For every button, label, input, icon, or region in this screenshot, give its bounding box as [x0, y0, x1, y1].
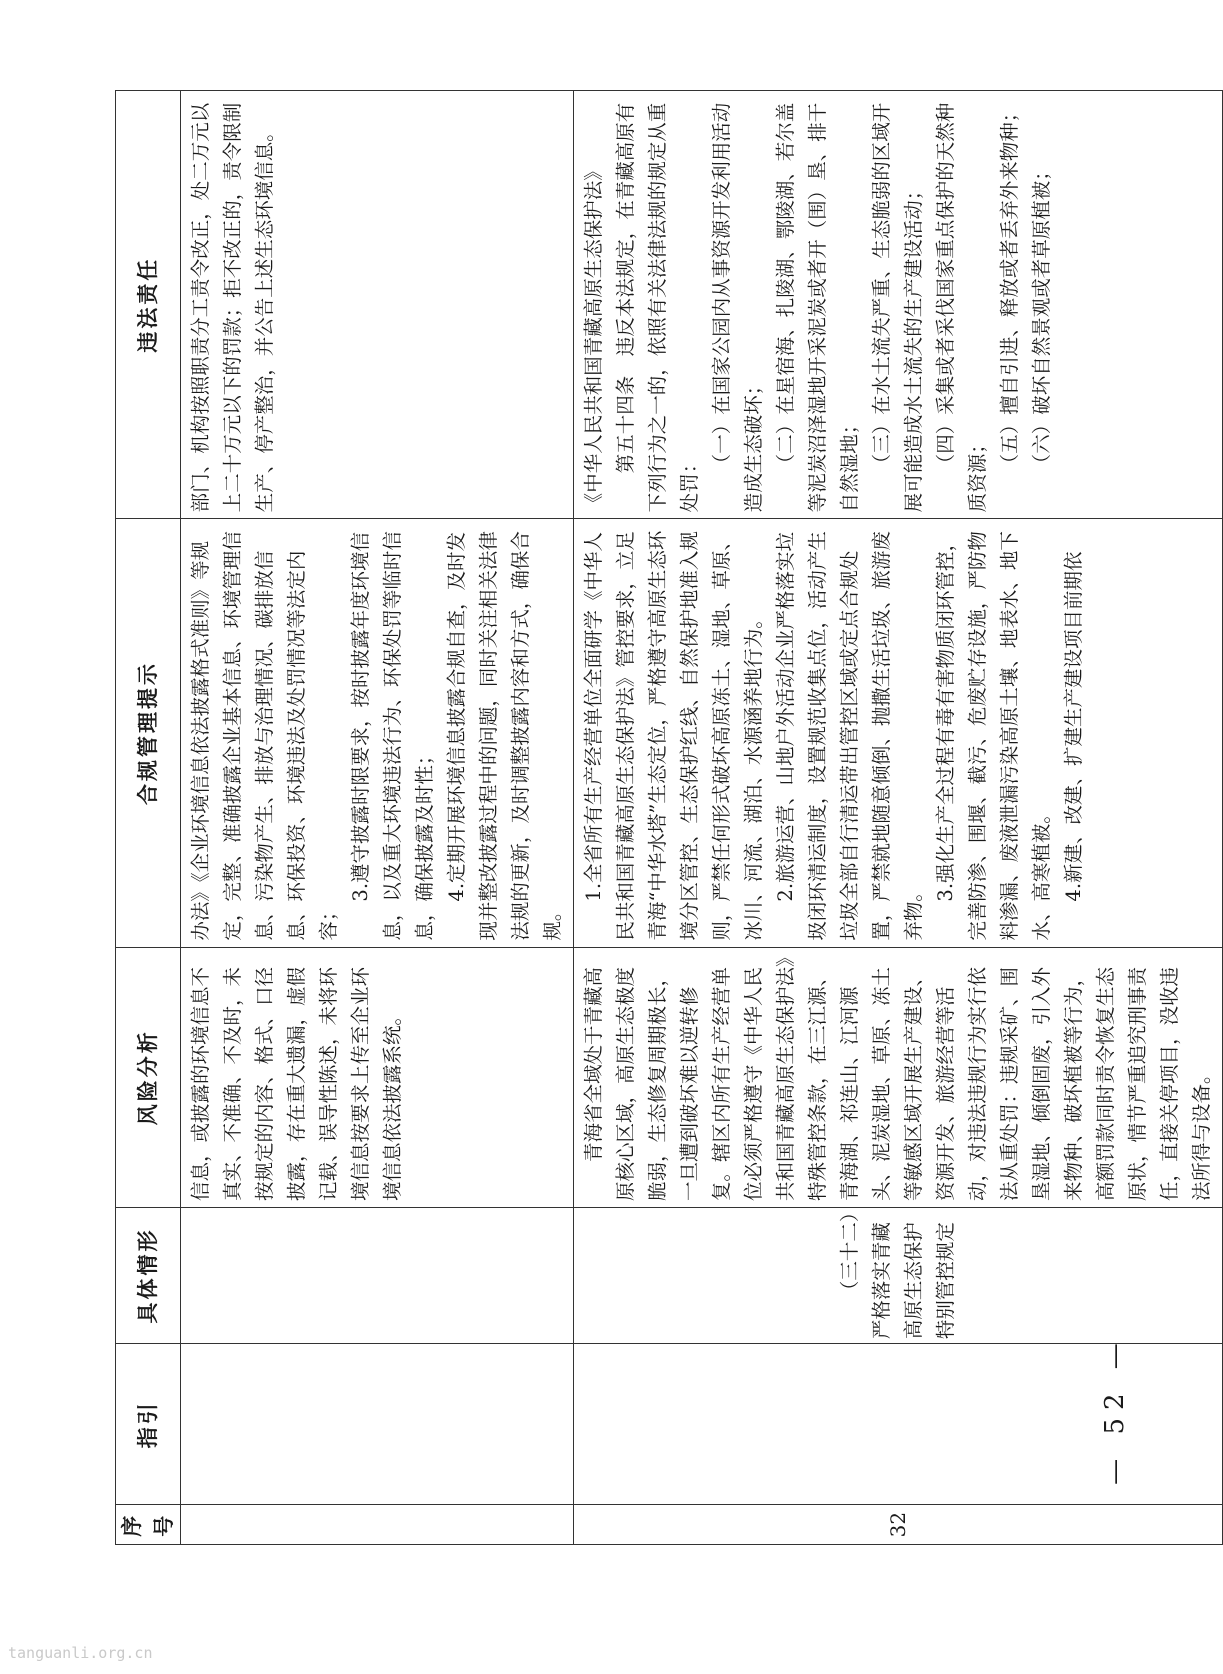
- row2-liability-para: （六）破坏自然景观或者草原植被；: [1030, 161, 1053, 474]
- header-situation: 具体情形: [116, 1207, 181, 1343]
- row1-compliance-para: 3.遵守披露时限要求，按时披露年度环境信息，以及重大环境违法行为、环保处罚等临时信息，确保披露及时性；: [349, 531, 436, 941]
- header-guide: 指引: [116, 1344, 181, 1505]
- row2-liability-para: （二）在星宿海、扎陵湖、鄂陵湖、若尔盖等泥炭沼泽湿地开采泥炭或者开（围）垦、排干自然湿地；: [774, 102, 861, 513]
- source-watermark: tanguanli.org.cn: [8, 1644, 153, 1662]
- header-no: 序号: [116, 1505, 181, 1545]
- row2-risk-cell: [574, 947, 1223, 1207]
- row2-liability-para: 第五十四条 违反本法规定，在青藏高原有下列行为之一的，依照有关法律法规的规定从重处罚：: [614, 102, 701, 513]
- row1-guide: [181, 1344, 574, 1505]
- row1-risk-text: 信息，或披露的环境信息不真实、不准确、不及时，未按规定的内容、格式、口径披露，存在重大遗漏，虚假记载、误导性陈述，未将环境信息按要求上传至企业环境信息依法披露系统。: [189, 966, 404, 1201]
- table-row: [181, 91, 574, 1545]
- row2-compliance-cell: [574, 519, 1223, 947]
- row2-compliance-para: 4.新建、改建、扩建生产建设项目前期依: [1062, 551, 1085, 902]
- row2-risk-text: 青海省全域处于青藏高原核心区域，高原生态极度脆弱，生态修复周期极长，一旦遭到破坏难以逆转修复。辖区内所有生产经营单位必须严格遵守《中华人民共和国青藏高原生态保护法》特殊管控条款，在三江源、青海湖、祁连山、江河源头、泥炭湿地、草原、冻土等敏感区域开展生产建设、资源开发、旅游经营等活动，对违法违规行为实行依法从重处罚：违规采矿、围垦湿地、倾倒固废，引入外来物种、破坏植被等行为，高额罚款同时责令恢复生态原状，情节严重追究刑事责任，直接关停项目，没收违法所得与设备。: [582, 957, 1213, 1201]
- row2-liability-para: （一）在国家公园内从事资源开发利用活动造成生态破坏；: [710, 102, 765, 513]
- row2-compliance-para: 1.全省所有生产经营单位全面研学《中华人民共和国青藏高原生态保护法》管控要求，立足青海“中华水塔”生态定位，严格遵守高原生态环境分区管控、生态保护红线、自然保护地准入规则，严禁任何形式破坏高原冻土、湿地、草原、冰川、河流、湖泊、水源涵养地行为。: [582, 530, 765, 941]
- row1-compliance-cell: [181, 519, 574, 947]
- row2-compliance-para: 3.强化生产全过程有毒有害物质闭环管控，完善防渗、围堰、截污、危废贮存设施，严防物料渗漏、废液泄漏污染高原土壤、地表水、地下水、高寒植被。: [934, 531, 1053, 941]
- row1-liability-text: 部门、机构按照职责分工责令改正，处二万元以上二十万元以下的罚款；拒不改正的，责令限制生产、停产整治，并公告上述生态环境信息。: [189, 102, 276, 513]
- row2-liability-cell: [574, 91, 1223, 519]
- row1-compliance-para: 4.定期开展环境信息披露合规自查，及时发现并整改披露过程中的问题，同时关注相关法律法规的更新，及时调整披露内容和方式，确保合规。: [445, 531, 564, 941]
- table-header-row: [116, 91, 181, 1545]
- page-number: — 52 —: [1099, 1335, 1130, 1485]
- row1-risk-cell: [181, 947, 574, 1207]
- compliance-table: [115, 90, 1223, 1545]
- row2-liability-para: （三）在水土流失严重、生态脆弱的区域开展可能造成水土流失的生产建设活动；: [870, 102, 925, 513]
- row1-compliance-para: 办法》《企业环境信息依法披露格式准则》等规定，完整、准确披露企业基本信息、环境管理信息、污染物产生、排放与治理情况、碳排放信息、环保投资、环境违法及处罚情况等法定内容；: [189, 531, 340, 941]
- row2-situation-cell: [574, 1207, 1223, 1343]
- table-row: [574, 91, 1223, 1545]
- row1-liability-cell: [181, 91, 574, 519]
- header-compliance: 合规管理提示: [116, 519, 181, 947]
- row2-no: 32: [574, 1505, 1223, 1545]
- header-risk: 风险分析: [116, 947, 181, 1207]
- row2-liability-para: （四）采集或者采伐国家重点保护的天然种质资源；: [934, 102, 989, 513]
- header-liability: 违法责任: [116, 91, 181, 519]
- row1-situation: [181, 1207, 574, 1343]
- row1-no: [181, 1505, 574, 1545]
- row2-situation-text: （三十二）严格落实青藏高原生态保护特别管控规定: [838, 1212, 957, 1340]
- row2-liability-para: （五）擅自引进、释放或者丢弃外来物种；: [998, 102, 1021, 474]
- row2-liability-title: 《中华人民共和国青藏高原生态保护法》: [582, 161, 605, 513]
- row2-compliance-para: 2.旅游运营、山地户外活动企业严格落实垃圾闭环清运制度，设置规范收集点位，活动产生垃圾全部自行清运带出管控区域或定点合规处置，严禁就地随意倾倒、抛撒生活垃圾、旅游废弃物。: [774, 531, 925, 941]
